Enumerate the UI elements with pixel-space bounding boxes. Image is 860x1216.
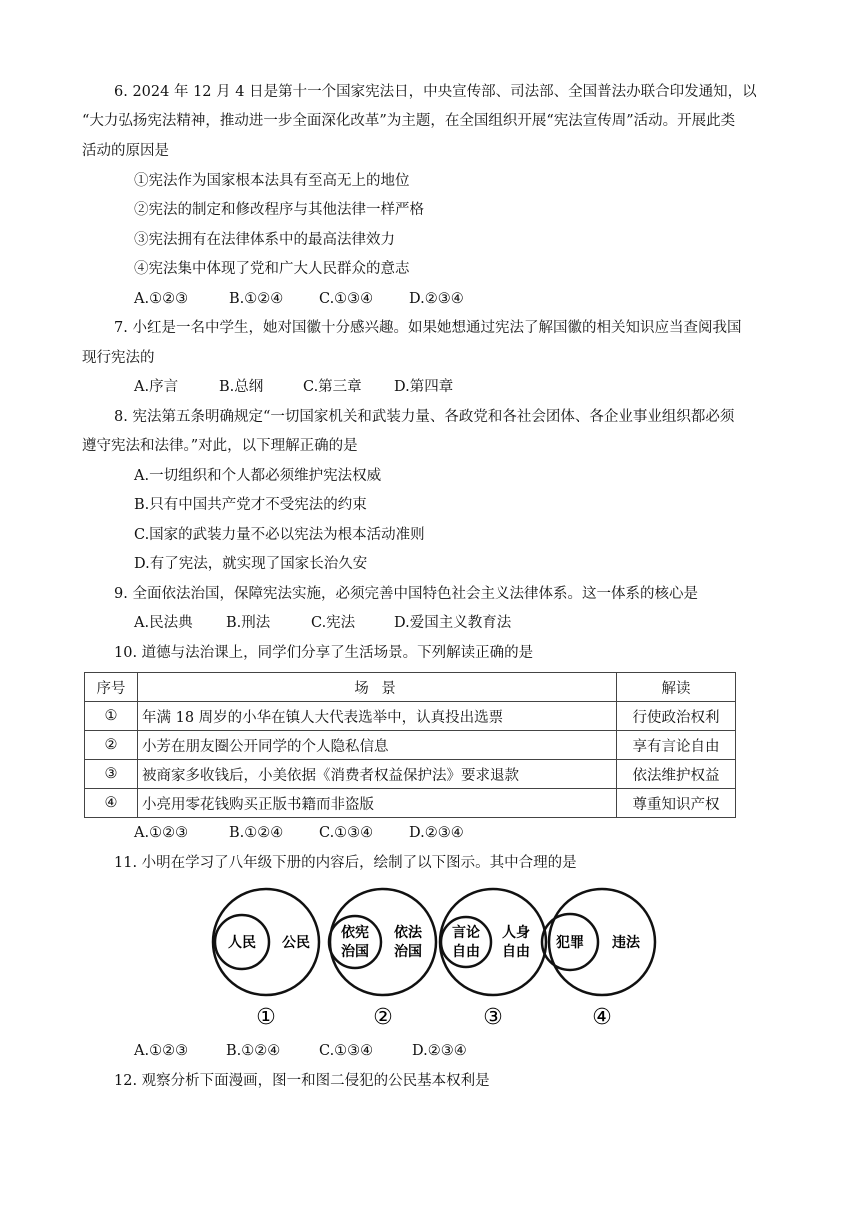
q9-choice-a[interactable]: A.民法典 bbox=[134, 615, 193, 631]
table-cell-interpretation: 尊重知识产权 bbox=[617, 789, 736, 818]
table-header-row bbox=[85, 673, 736, 702]
q6-stem-line1: 6. 2024 年 12 月 4 日是第十一个国家宪法日，中央宣传部、司法部、全国普法办联合印发通知，以 bbox=[114, 84, 757, 100]
q6-item-4: ④宪法集中体现了党和广大人民群众的意志 bbox=[134, 261, 410, 277]
q7-stem-line2: 现行宪法的 bbox=[82, 350, 155, 366]
q6-choice-b[interactable]: B.①②④ bbox=[229, 291, 284, 307]
q11-choice-d[interactable]: D.②③④ bbox=[412, 1043, 467, 1059]
inner-circle bbox=[329, 916, 381, 968]
q10-choice-d[interactable]: D.②③④ bbox=[409, 825, 464, 841]
inner-label: 犯罪 bbox=[556, 935, 584, 951]
q6-item-1: ①宪法作为国家根本法具有至高无上的地位 bbox=[134, 173, 410, 189]
q8-option-b[interactable]: B.只有中国共产党才不受宪法的约束 bbox=[134, 497, 367, 513]
table-row bbox=[85, 760, 736, 789]
q10-choice-c[interactable]: C.①③④ bbox=[319, 825, 374, 841]
q7-choice-b[interactable]: B.总纲 bbox=[219, 379, 264, 395]
table-cell-interpretation: 依法维护权益 bbox=[617, 760, 736, 789]
q6-stem-line3: 活动的原因是 bbox=[82, 143, 169, 159]
q9-choice-c[interactable]: C.宪法 bbox=[311, 615, 356, 631]
table-cell-interpretation: 行使政治权利 bbox=[617, 702, 736, 731]
q6-item-3: ③宪法拥有在法律体系中的最高法律效力 bbox=[134, 232, 395, 248]
q11-choice-c[interactable]: C.①③④ bbox=[319, 1043, 374, 1059]
inner-label-line1: 言论 bbox=[452, 925, 480, 941]
q8-option-c[interactable]: C.国家的武装力量不必以宪法为根本活动准则 bbox=[134, 527, 425, 543]
inner-label-line2: 自由 bbox=[452, 944, 480, 960]
q8-option-a[interactable]: A.一切组织和个人都必须维护宪法权威 bbox=[134, 468, 382, 484]
inner-label-line1: 依宪 bbox=[341, 925, 369, 941]
outer-label-line2: 治国 bbox=[394, 944, 422, 960]
q11-circle-diagram bbox=[210, 880, 670, 1030]
table-cell-scene: 年满 18 周岁的小华在镇人大代表选举中，认真投出选票 bbox=[138, 702, 617, 731]
q10-choice-b[interactable]: B.①②④ bbox=[229, 825, 284, 841]
q7-choice-c[interactable]: C.第三章 bbox=[303, 379, 362, 395]
q6-choice-c[interactable]: C.①③④ bbox=[319, 291, 374, 307]
q7-choices bbox=[134, 377, 453, 397]
diagram-3 bbox=[440, 889, 546, 1030]
outer-label-line2: 自由 bbox=[502, 944, 530, 960]
q8-option-d[interactable]: D.有了宪法，就实现了国家长治久安 bbox=[134, 556, 368, 572]
table-cell-number: ③ bbox=[85, 760, 138, 789]
q11-choice-b[interactable]: B.①②④ bbox=[226, 1043, 281, 1059]
q11-stem-line1: 11. 小明在学习了八年级下册的内容后，绘制了以下图示。其中合理的是 bbox=[114, 855, 577, 871]
table-header-interpretation: 解读 bbox=[617, 673, 736, 702]
diagram-number: ④ bbox=[592, 1005, 612, 1030]
outer-circle bbox=[440, 889, 546, 995]
q9-choice-b[interactable]: B.刑法 bbox=[226, 615, 271, 631]
q7-choice-a[interactable]: A.序言 bbox=[134, 379, 179, 395]
q6-item-2: ②宪法的制定和修改程序与其他法律一样严格 bbox=[134, 202, 424, 218]
table-row bbox=[85, 731, 736, 760]
table-cell-number: ① bbox=[85, 702, 138, 731]
q9-choice-d[interactable]: D.爱国主义教育法 bbox=[394, 615, 512, 631]
inner-label: 人民 bbox=[228, 935, 256, 951]
q10-stem-line1: 10. 道德与法治课上，同学们分享了生活场景。下列解读正确的是 bbox=[114, 645, 534, 661]
inner-label-line2: 治国 bbox=[341, 944, 369, 960]
diagram-number: ② bbox=[373, 1005, 393, 1030]
q7-choice-d[interactable]: D.第四章 bbox=[394, 379, 454, 395]
table-cell-number: ② bbox=[85, 731, 138, 760]
q10-scenario-table bbox=[84, 672, 736, 818]
table-header-scene: 场 景 bbox=[138, 673, 617, 702]
q12-stem-line1: 12. 观察分析下面漫画，图一和图二侵犯的公民基本权利是 bbox=[114, 1073, 490, 1089]
q6-choice-a[interactable]: A.①②③ bbox=[134, 291, 189, 307]
table-row bbox=[85, 702, 736, 731]
table-row bbox=[85, 789, 736, 818]
q6-choices bbox=[134, 289, 464, 309]
diagram-4 bbox=[542, 889, 655, 1030]
diagram-number: ① bbox=[256, 1005, 276, 1030]
q10-choices bbox=[134, 823, 464, 843]
q9-choices bbox=[134, 613, 511, 633]
diagram-2 bbox=[329, 889, 436, 1030]
outer-label: 公民 bbox=[282, 935, 310, 951]
table-cell-interpretation: 享有言论自由 bbox=[617, 731, 736, 760]
q8-stem-line2: 遵守宪法和法律。”对此，以下理解正确的是 bbox=[82, 438, 358, 454]
outer-label-line1: 人身 bbox=[502, 925, 530, 941]
q8-stem-line1: 8. 宪法第五条明确规定“一切国家机关和武装力量、各政党和各社会团体、各企业事业组织都必须 bbox=[114, 409, 735, 425]
diagram-number: ③ bbox=[483, 1005, 503, 1030]
outer-label: 违法 bbox=[612, 935, 640, 951]
q7-stem-line1: 7. 小红是一名中学生，她对国徽十分感兴趣。如果她想通过宪法了解国徽的相关知识应当查阅我国 bbox=[114, 320, 742, 336]
outer-label-line1: 依法 bbox=[394, 925, 422, 941]
table-cell-scene: 小芳在朋友圈公开同学的个人隐私信息 bbox=[138, 731, 617, 760]
q11-choice-a[interactable]: A.①②③ bbox=[134, 1043, 189, 1059]
diagram-1 bbox=[213, 889, 319, 1030]
q11-choices bbox=[134, 1041, 467, 1061]
table-cell-scene: 小亮用零花钱购买正版书籍而非盗版 bbox=[138, 789, 617, 818]
outer-circle bbox=[330, 889, 436, 995]
q10-choice-a[interactable]: A.①②③ bbox=[134, 825, 189, 841]
q6-choice-d[interactable]: D.②③④ bbox=[409, 291, 464, 307]
q6-stem-line2: “大力弘扬宪法精神，推动进一步全面深化改革”为主题，在全国组织开展“宪法宣传周”活动。开展此类 bbox=[82, 113, 736, 129]
table-cell-number: ④ bbox=[85, 789, 138, 818]
table-header-number: 序号 bbox=[85, 673, 138, 702]
table-cell-scene: 被商家多收钱后，小美依据《消费者权益保护法》要求退款 bbox=[138, 760, 617, 789]
q9-stem-line1: 9. 全面依法治国，保障宪法实施，必须完善中国特色社会主义法律体系。这一体系的核心是 bbox=[114, 586, 698, 602]
